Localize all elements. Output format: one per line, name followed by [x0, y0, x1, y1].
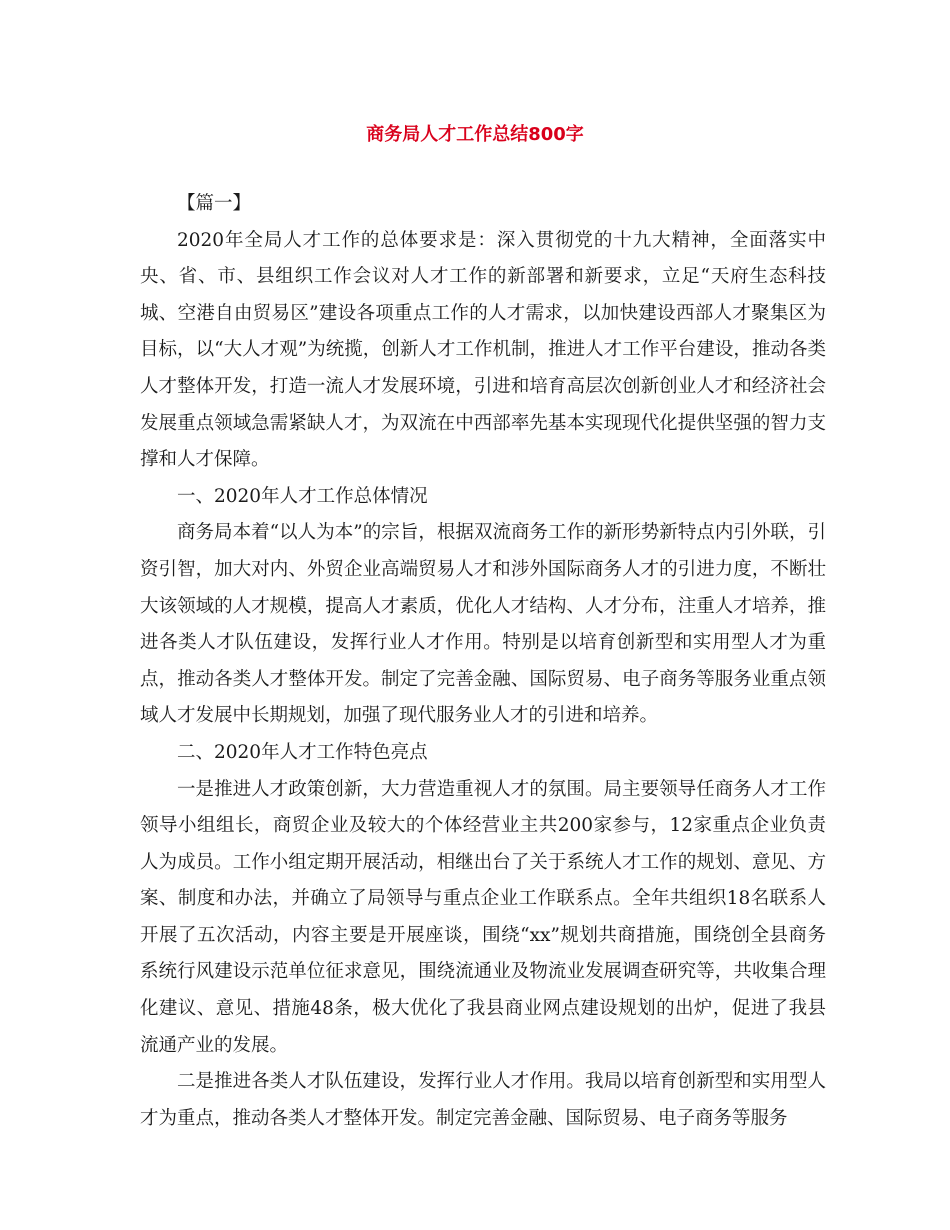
document-body — [140, 186, 826, 1137]
paragraph-bureau-approach: 商务局本着“以人为本”的宗旨，根据双流商务工作的新形势新特点内引外联，引资引智，加大对内、外贸企业高端贸易人才和涉外国际商务人才的引进力度，不断壮大该领域的人才规模，提高人才素质，优化人才结构、人才分布，注重人才培养，推进各类人才队伍建设，发挥行业人才作用。特别是以培育创新型和实用型人才为重点，推动各类人才整体开发。制定了完善金融、国际贸易、电子商务等服务业重点领域人才发展中长期规划，加强了现代服务业人才的引进和培养。 — [140, 522, 826, 727]
section-heading-overall-situation: 一、2020年人才工作总体情况 — [177, 485, 428, 507]
paragraph-overall-requirements: 2020年全局人才工作的总体要求是：深入贯彻党的十九大精神，全面落实中央、省、市、县组织工作会议对人才工作的新部署和新要求，立足“天府生态科技城、空港自由贸易区”建设各项重点工作的人才需求，以加快建设西部人才聚集区为目标，以“大人才观”为统揽，创新人才工作机制，推进人才工作平台建设，推动各类人才整体开发，打造一流人才发展环境，引进和培育高层次创新创业人才和经济社会发展重点领域急需紧缺人才，为双流在中西部率先基本实现现代化提供坚强的智力支撑和人才保障。 — [140, 229, 826, 471]
paragraph-policy-innovation: 一是推进人才政策创新，大力营造重视人才的氛围。局主要领导任商务人才工作领导小组组长，商贸企业及较大的个体经营业主共200家参与，12家重点企业负责人为成员。工作小组定期开展活动，相继出台了关于系统人才工作的规划、意见、方案、制度和办法，并确立了局领导与重点企业工作联系点。全年共组织18名联系人开展了五次活动，内容主要是开展座谈，围绕“xx”规划共商措施，围绕创全县商务系统行风建设示范单位征求意见，围绕流通业及物流业发展调查研究等，共收集合理化建议、意见、措施48条，极大优化了我县商业网点建设规划的出炉，促进了我县流通产业的发展。 — [140, 778, 826, 1056]
section-heading-part-one: 【篇一】 — [177, 193, 252, 214]
section-heading-highlights: 二、2020年人才工作特色亮点 — [177, 741, 428, 763]
paragraph-talent-team-building: 二是推进各类人才队伍建设，发挥行业人才作用。我局以培育创新型和实用型人才为重点，推动各类人才整体开发。制定完善金融、国际贸易、电子商务等服务 — [140, 1071, 826, 1129]
document-title: 商务局人才工作总结800字 — [366, 124, 584, 145]
